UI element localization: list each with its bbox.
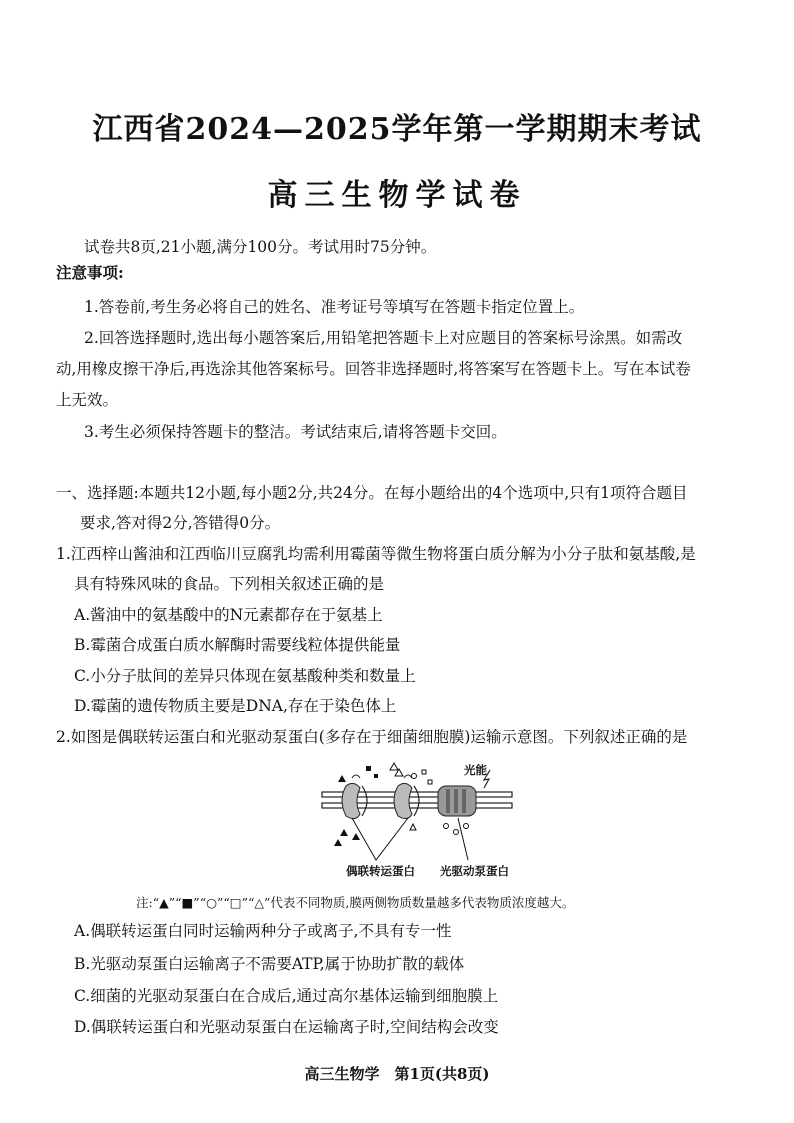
circle-substance-icon	[454, 830, 459, 835]
light-pump-label: 光驱动泵蛋白	[440, 864, 509, 878]
light-driven-pump	[438, 786, 476, 816]
question-1-option-a: A.酱油中的氨基酸中的N元素都存在于氨基上	[74, 606, 383, 624]
exam-title: 江西省2024—2025学年第一学期期末考试	[92, 112, 702, 147]
leader-line-pump	[458, 818, 468, 860]
square-substance-icon	[366, 766, 371, 771]
question-2-option-a: A.偶联转运蛋白同时运输两种分子或离子,不具有专一性	[74, 922, 452, 940]
section-1-heading-line-1: 一、选择题:本题共12小题,每小题2分,共24分。在每小题给出的4个选项中,只有1项符合题目	[56, 484, 688, 502]
triangle-substance-icon	[338, 775, 346, 782]
membrane-diagram-svg	[318, 756, 518, 876]
light-energy-label: 光能	[464, 763, 487, 777]
open-triangle-icon	[410, 824, 416, 830]
circle-substance-icon	[412, 774, 417, 779]
question-1-option-c: C.小分子肽间的差异只体现在氨基酸种类和数量上	[74, 667, 416, 685]
circle-substance-icon	[444, 824, 449, 829]
exam-subtitle: 高三生物学试卷	[267, 178, 527, 213]
notice-item-2-line-3: 上无效。	[56, 391, 119, 409]
triangle-substance-icon	[334, 839, 342, 846]
question-2-option-b: B.光驱动泵蛋白运输离子不需要ATP,属于协助扩散的载体	[74, 955, 465, 973]
triangle-substance-icon	[340, 829, 348, 836]
transport-diagram	[318, 756, 518, 880]
square-substance-icon	[374, 774, 378, 778]
page-footer: 高三生物学 第1页(共8页)	[304, 1065, 490, 1083]
notice-item-1: 1.答卷前,考生务必将自己的姓名、准考证号等填写在答题卡指定位置上。	[84, 298, 585, 316]
open-square-icon	[428, 780, 432, 784]
triangle-substance-icon	[352, 833, 360, 840]
figure-note: 注:“▲”“■”“○”“□”“△”代表不同物质,膜两侧物质数量越多代表物质浓度越大。	[136, 895, 575, 910]
coupled-transporter-label: 偶联转运蛋白	[346, 864, 415, 878]
leader-line-coupled	[352, 818, 408, 860]
notice-item-2-line-1: 2.回答选择题时,选出每小题答案后,用铅笔把答题卡上对应题目的答案标号涂黑。如需改	[84, 329, 683, 347]
notice-heading: 注意事项:	[56, 263, 124, 282]
section-1-heading-line-2: 要求,答对得2分,答错得0分。	[80, 514, 281, 532]
question-2-option-d: D.偶联转运蛋白和光驱动泵蛋白在运输离子时,空间结构会改变	[74, 1018, 499, 1036]
question-1-stem-line-2: 具有特殊风味的食品。下列相关叙述正确的是	[74, 575, 385, 593]
open-square-icon	[422, 770, 426, 774]
open-triangle-icon	[390, 763, 398, 770]
notice-item-2-line-2: 动,用橡皮擦干净后,再选涂其他答案标号。回答非选择题时,将答案写在答题卡上。写在本试卷	[56, 360, 691, 378]
question-1-stem-line-1: 1.江西梓山酱油和江西临川豆腐乳均需利用霉菌等微生物将蛋白质分解为小分子肽和氨基酸,是	[56, 545, 696, 563]
notice-item-3: 3.考生必须保持答题卡的整洁。考试结束后,请将答题卡交回。	[84, 423, 507, 441]
intro-text: 试卷共8页,21小题,满分100分。考试用时75分钟。	[84, 238, 437, 256]
circle-substance-icon	[464, 824, 469, 829]
question-1-option-d: D.霉菌的遗传物质主要是DNA,存在于染色体上	[74, 697, 397, 715]
question-2-stem: 2.如图是偶联转运蛋白和光驱动泵蛋白(多存在于细菌细胞膜)运输示意图。下列叙述正确的是	[56, 728, 688, 746]
question-1-option-b: B.霉菌合成蛋白质水解酶时需要线粒体提供能量	[74, 636, 401, 654]
question-2-option-c: C.细菌的光驱动泵蛋白在合成后,通过高尔基体运输到细胞膜上	[74, 987, 499, 1005]
